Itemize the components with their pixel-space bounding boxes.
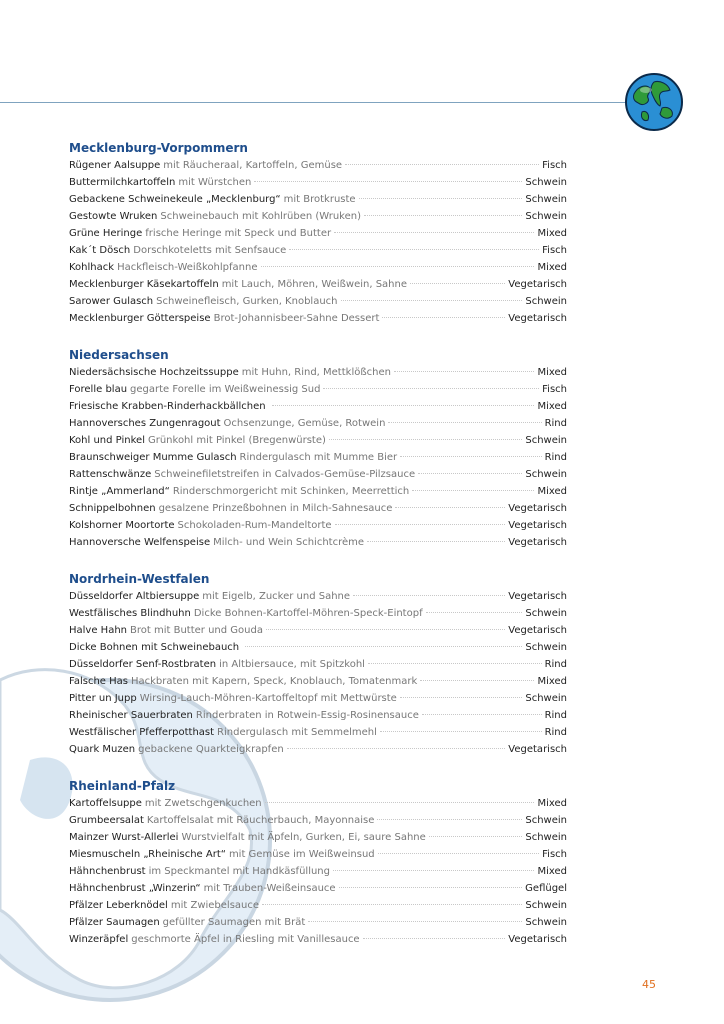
list-item — [69, 483, 567, 500]
dish-description: gebackene Quarkteigkrapfen — [138, 744, 284, 755]
list-item — [69, 310, 567, 327]
list-item — [69, 432, 567, 449]
dish-name: Kartoffelsuppe — [69, 798, 142, 809]
dish-description: Schweinebauch mit Kohlrüben (Wruken) — [160, 211, 362, 222]
dish-description: Wurstvielfalt mit Äpfeln, Gurken, Ei, saure Sahne — [181, 832, 426, 843]
dot-leader — [364, 215, 522, 216]
dot-leader — [254, 181, 522, 182]
dot-leader — [400, 456, 541, 457]
dot-leader — [265, 802, 535, 803]
dish-category: Vegetarisch — [508, 591, 567, 602]
dish-description: Dicke Bohnen-Kartoffel-Möhren-Speck-Eintopf — [193, 608, 423, 619]
dish-category: Vegetarisch — [508, 537, 567, 548]
list-item — [69, 534, 567, 551]
dish-name: Rintje „Ammerland“ — [69, 486, 170, 497]
list-item — [69, 639, 567, 656]
dish-description: Brot-Johannisbeer-Sahne Dessert — [213, 313, 380, 324]
dish-category: Rind — [544, 418, 567, 429]
dot-leader — [339, 887, 523, 888]
dish-name: Grüne Heringe — [69, 228, 143, 239]
dot-leader — [377, 819, 522, 820]
dish-category: Rind — [544, 659, 567, 670]
dot-leader — [400, 697, 523, 698]
list-item — [69, 656, 567, 673]
dish-category: Mixed — [537, 367, 567, 378]
dish-description: mit Eigelb, Zucker und Sahne — [202, 591, 351, 602]
dish-name: Mecklenburger Götterspeise — [69, 313, 211, 324]
dot-leader — [394, 371, 535, 372]
dish-name: Hähnchenbrust „Winzerin“ — [69, 883, 201, 894]
dish-category: Schwein — [525, 194, 567, 205]
dish-name: Rügener Aalsuppe — [69, 160, 161, 171]
dish-description: mit Räucheraal, Kartoffeln, Gemüse — [163, 160, 343, 171]
dish-name: Friesische Krabben-Rinderhackbällchen — [69, 401, 266, 412]
dot-leader — [341, 300, 523, 301]
dot-leader — [378, 853, 539, 854]
list-item — [69, 225, 567, 242]
dot-leader — [266, 629, 505, 630]
list-item — [69, 191, 567, 208]
list-item — [69, 293, 567, 310]
dish-name: Buttermilchkartoffeln — [69, 177, 176, 188]
dish-description: Wirsing-Lauch-Möhren-Kartoffeltopf mit Mettwürste — [139, 693, 397, 704]
dish-description: mit Würstchen — [178, 177, 252, 188]
dish-description: gegarte Forelle im Weißweinessig Sud — [130, 384, 321, 395]
dish-description: Hackfleisch-Weißkohlpfanne — [117, 262, 258, 273]
list-item — [69, 381, 567, 398]
dish-description: mit Lauch, Möhren, Weißwein, Sahne — [221, 279, 407, 290]
dish-description: mit Zwetschgenkuchen — [144, 798, 262, 809]
dish-name: Halve Hahn — [69, 625, 127, 636]
dish-description: Hackbraten mit Kapern, Speck, Knoblauch, Tomatenmark — [130, 676, 418, 687]
dot-leader — [261, 266, 535, 267]
dot-leader — [420, 680, 534, 681]
dish-description: frische Heringe mit Speck und Butter — [145, 228, 332, 239]
dish-category: Schwein — [525, 211, 567, 222]
list-item — [69, 449, 567, 466]
dish-category: Schwein — [525, 815, 567, 826]
globe-icon — [624, 72, 684, 132]
dish-description: im Speckmantel mit Handkäsfüllung — [148, 866, 330, 877]
list-item — [69, 500, 567, 517]
list-item — [69, 242, 567, 259]
dish-description: mit Zwiebelsauce — [170, 900, 260, 911]
dish-category: Schwein — [525, 296, 567, 307]
list-item — [69, 795, 567, 812]
dish-name: Pitter un Jupp — [69, 693, 137, 704]
dish-description: mit Huhn, Rind, Mettklößchen — [241, 367, 391, 378]
dot-leader — [308, 921, 522, 922]
dish-category: Fisch — [542, 160, 567, 171]
dish-name: Mecklenburger Käsekartoffeln — [69, 279, 219, 290]
region-section — [69, 347, 567, 551]
dish-name: Rheinischer Sauerbraten — [69, 710, 193, 721]
dot-leader — [412, 490, 534, 491]
dish-category: Mixed — [537, 798, 567, 809]
list-item — [69, 208, 567, 225]
dish-category: Mixed — [537, 228, 567, 239]
dish-category: Schwein — [525, 435, 567, 446]
dish-description: Dorschkoteletts mit Senfsauce — [133, 245, 287, 256]
dish-category: Mixed — [537, 401, 567, 412]
list-item — [69, 897, 567, 914]
dot-leader — [289, 249, 539, 250]
dish-list — [69, 140, 567, 968]
list-item — [69, 931, 567, 948]
dot-leader — [262, 904, 522, 905]
dish-name: Pfälzer Saumagen — [69, 917, 160, 928]
dish-category: Schwein — [525, 642, 567, 653]
dish-description: Grünkohl mit Pinkel (Bregenwürste) — [147, 435, 326, 446]
region-heading: Mecklenburg-Vorpommern — [69, 141, 248, 155]
dot-leader — [395, 507, 505, 508]
dish-name: Niedersächsische Hochzeitssuppe — [69, 367, 239, 378]
dish-category: Fisch — [542, 849, 567, 860]
dish-description: Schweinefiletstreifen in Calvados-Gemüse-Pilzsauce — [154, 469, 416, 480]
dot-leader — [353, 595, 505, 596]
dish-name: Hähnchenbrust — [69, 866, 146, 877]
dish-name: Rattenschwänze — [69, 469, 152, 480]
dish-category: Schwein — [525, 832, 567, 843]
dish-category: Schwein — [525, 177, 567, 188]
list-item — [69, 415, 567, 432]
list-item — [69, 605, 567, 622]
dish-category: Mixed — [537, 262, 567, 273]
dish-description: Milch- und Wein Schichtcrème — [213, 537, 365, 548]
region-section — [69, 778, 567, 948]
dish-category: Schwein — [525, 469, 567, 480]
dish-name: Kolshorner Moortorte — [69, 520, 175, 531]
dish-description: in Altbiersauce, mit Spitzkohl — [219, 659, 365, 670]
dish-category: Rind — [544, 727, 567, 738]
dish-name: Winzeräpfel — [69, 934, 129, 945]
dish-description: gefüllter Saumagen mit Brät — [162, 917, 306, 928]
region-heading: Nordrhein-Westfalen — [69, 572, 210, 586]
dish-name: Gebackene Schweinekeule „Mecklenburg“ — [69, 194, 281, 205]
list-item — [69, 259, 567, 276]
dish-name: Mainzer Wurst-Allerlei — [69, 832, 179, 843]
dish-description: mit Gemüse im Weißweinsud — [228, 849, 375, 860]
list-item — [69, 588, 567, 605]
list-item — [69, 398, 567, 415]
dish-name: Schnippelbohnen — [69, 503, 156, 514]
dish-category: Mixed — [537, 676, 567, 687]
dish-description: Rindergulasch mit Mumme Bier — [239, 452, 398, 463]
header-rule — [0, 102, 640, 103]
dot-leader — [422, 714, 542, 715]
dish-category: Vegetarisch — [508, 625, 567, 636]
dish-category: Fisch — [542, 245, 567, 256]
list-item — [69, 673, 567, 690]
list-item — [69, 622, 567, 639]
dish-description: Brot mit Butter und Gouda — [130, 625, 263, 636]
dish-name: Kak´t Dösch — [69, 245, 131, 256]
dish-name: Braunschweiger Mumme Gulasch — [69, 452, 237, 463]
dish-name: Falsche Has — [69, 676, 128, 687]
region-heading: Rheinland-Pfalz — [69, 779, 176, 793]
list-item — [69, 829, 567, 846]
dot-leader — [388, 422, 541, 423]
dish-description: mit Brotkruste — [283, 194, 356, 205]
dot-leader — [333, 870, 534, 871]
dot-leader — [418, 473, 522, 474]
dot-leader — [410, 283, 505, 284]
dish-category: Mixed — [537, 866, 567, 877]
dish-name: Forelle blau — [69, 384, 128, 395]
dish-description: Kartoffelsalat mit Räucherbauch, Mayonnaise — [146, 815, 375, 826]
page-number: 45 — [642, 978, 656, 991]
dot-leader — [245, 646, 522, 647]
dish-description: Ochsenzunge, Gemüse, Rotwein — [223, 418, 386, 429]
dot-leader — [367, 541, 505, 542]
list-item — [69, 741, 567, 758]
dish-category: Geflügel — [525, 883, 567, 894]
dot-leader — [329, 439, 522, 440]
dot-leader — [334, 232, 534, 233]
list-item — [69, 863, 567, 880]
dish-name: Miesmuscheln „Rheinische Art“ — [69, 849, 226, 860]
list-item — [69, 914, 567, 931]
dot-leader — [363, 938, 506, 939]
dish-category: Vegetarisch — [508, 744, 567, 755]
dish-category: Vegetarisch — [508, 503, 567, 514]
dish-name: Hannoversches Zungenragout — [69, 418, 221, 429]
dot-leader — [345, 164, 539, 165]
dish-name: Quark Muzen — [69, 744, 136, 755]
region-section — [69, 571, 567, 758]
dish-category: Schwein — [525, 608, 567, 619]
dot-leader — [272, 405, 535, 406]
dish-description: Schweinefleisch, Gurken, Knoblauch — [156, 296, 338, 307]
dot-leader — [287, 748, 506, 749]
dot-leader — [382, 317, 505, 318]
list-item — [69, 707, 567, 724]
list-item — [69, 364, 567, 381]
dish-description: Rindergulasch mit Semmelmehl — [217, 727, 377, 738]
list-item — [69, 812, 567, 829]
dish-category: Vegetarisch — [508, 313, 567, 324]
dish-description: geschmorte Äpfel in Riesling mit Vanillesauce — [131, 934, 360, 945]
dot-leader — [323, 388, 539, 389]
list-item — [69, 517, 567, 534]
dish-category: Vegetarisch — [508, 520, 567, 531]
list-item — [69, 174, 567, 191]
dish-category: Schwein — [525, 917, 567, 928]
dish-name: Kohlhack — [69, 262, 115, 273]
dish-name: Westfälisches Blindhuhn — [69, 608, 191, 619]
dish-name: Pfälzer Leberknödel — [69, 900, 168, 911]
dish-description: mit Trauben-Weißeinsauce — [203, 883, 336, 894]
dish-name: Hannoversche Welfenspeise — [69, 537, 211, 548]
dish-category: Fisch — [542, 384, 567, 395]
region-section — [69, 140, 567, 327]
dish-category: Rind — [544, 452, 567, 463]
dot-leader — [426, 612, 523, 613]
list-item — [69, 690, 567, 707]
dish-description: gesalzene Prinzeßbohnen in Milch-Sahnesauce — [158, 503, 393, 514]
dish-name: Gestowte Wruken — [69, 211, 158, 222]
dish-name: Dicke Bohnen mit Schweinebauch — [69, 642, 240, 653]
dish-category: Schwein — [525, 693, 567, 704]
dot-leader — [368, 663, 542, 664]
region-heading: Niedersachsen — [69, 348, 169, 362]
dish-category: Vegetarisch — [508, 934, 567, 945]
dish-name: Düsseldorfer Altbiersuppe — [69, 591, 200, 602]
dish-name: Düsseldorfer Senf-Rostbraten — [69, 659, 217, 670]
dish-category: Rind — [544, 710, 567, 721]
dish-description: Schokoladen-Rum-Mandeltorte — [177, 520, 332, 531]
dish-description: Rinderschmorgericht mit Schinken, Meerrettich — [172, 486, 410, 497]
dish-category: Vegetarisch — [508, 279, 567, 290]
list-item — [69, 157, 567, 174]
list-item — [69, 846, 567, 863]
dish-category: Schwein — [525, 900, 567, 911]
dish-name: Kohl und Pinkel — [69, 435, 145, 446]
dish-category: Mixed — [537, 486, 567, 497]
dot-leader — [429, 836, 523, 837]
dish-name: Grumbeersalat — [69, 815, 144, 826]
dot-leader — [380, 731, 542, 732]
dot-leader — [335, 524, 506, 525]
dish-name: Sarower Gulasch — [69, 296, 154, 307]
list-item — [69, 466, 567, 483]
list-item — [69, 276, 567, 293]
list-item — [69, 880, 567, 897]
dot-leader — [359, 198, 523, 199]
dish-description: Rinderbraten in Rotwein-Essig-Rosinensauce — [195, 710, 419, 721]
dish-name: Westfälischer Pfefferpotthast — [69, 727, 215, 738]
list-item — [69, 724, 567, 741]
